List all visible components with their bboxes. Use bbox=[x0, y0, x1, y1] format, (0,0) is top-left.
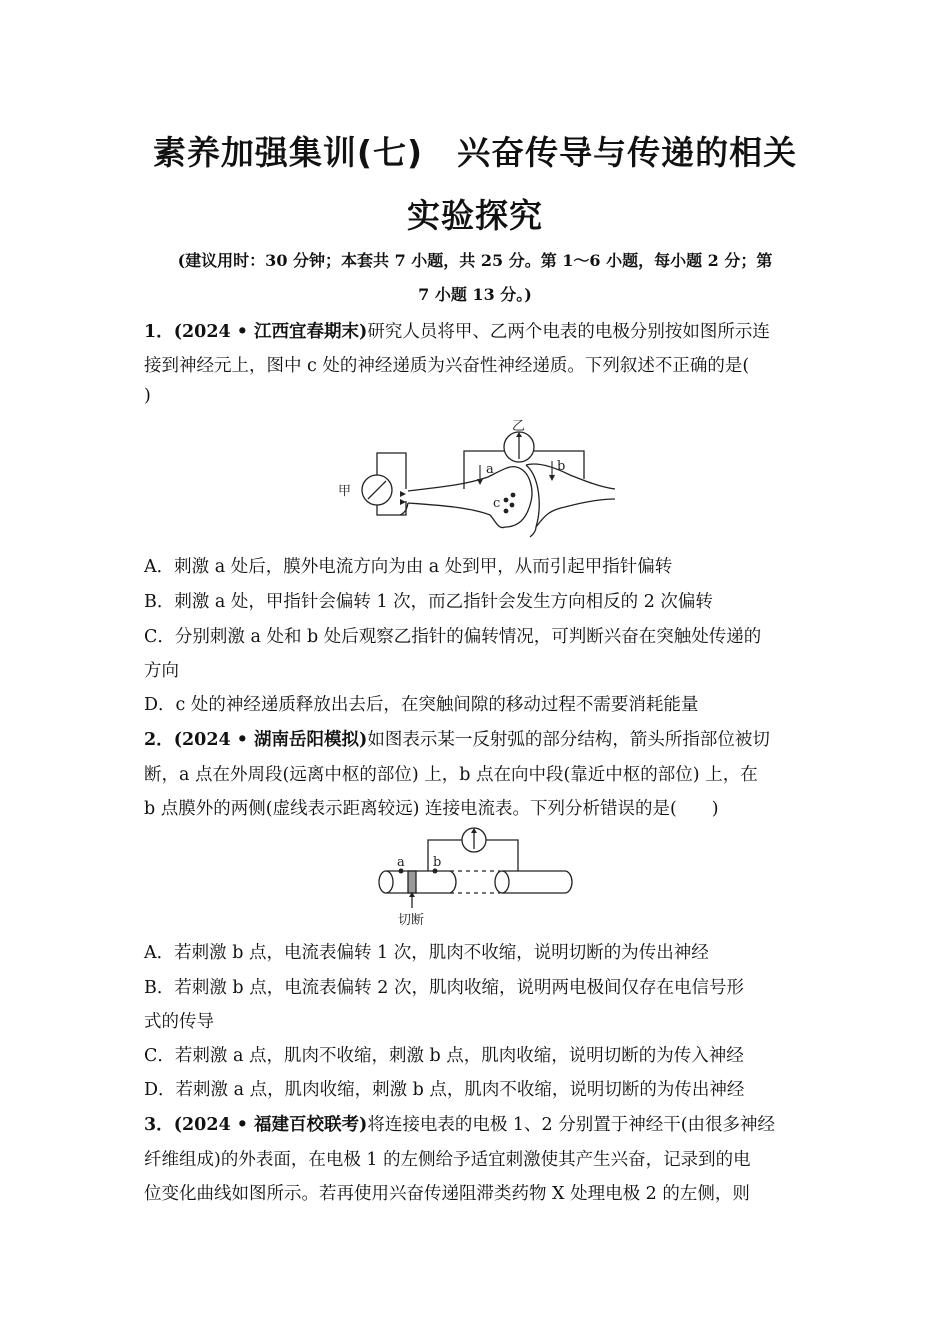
q3-stem-line2: 纤维组成)的外表面，在电极 1 的左侧给予适宜刺激使其产生兴奋，记录到的电 bbox=[144, 1150, 751, 1170]
q1-stem-line1 bbox=[144, 318, 770, 343]
q1-stem-text: 研究人员将甲、乙两个电表的电极分别按如图所示连 bbox=[367, 322, 770, 342]
page-title-line1: 素养加强集训(七) 兴奋传导与传递的相关 bbox=[152, 133, 798, 172]
q2-number: 2． bbox=[144, 730, 174, 750]
page-title-line2: 实验探究 bbox=[407, 196, 543, 235]
q1-option-a: A．刺激 a 处后，膜外电流方向为由 a 处到甲，从而引起甲指针偏转 bbox=[144, 557, 673, 577]
q1-option-c: C．分别刺激 a 处和 b 处后观察乙指针的偏转情况，可判断兴奋在突触处传递的 bbox=[144, 627, 762, 647]
q2-stem-line2: 断，a 点在外周段(远离中枢的部位) 上，b 点在向中段(靠近中枢的部位) 上，在 bbox=[144, 765, 758, 785]
q2-option-b: B．若刺激 b 点，电流表偏转 2 次，肌肉收缩，说明两电极间仅存在电信号形 bbox=[144, 978, 744, 998]
q2-label-a: a bbox=[397, 855, 405, 870]
q1-source: (2024 • 江西宜春期末) bbox=[173, 322, 368, 342]
q1-number: 1． bbox=[144, 322, 174, 342]
q3-stem-line1 bbox=[144, 1111, 775, 1136]
instructions-line1: (建议用时：30 分钟；本套共 7 小题，共 25 分。第 1～6 小题，每小题 2 分；第 bbox=[177, 251, 773, 270]
q2-label-cut: 切断 bbox=[398, 913, 425, 928]
q1-label-b: b bbox=[557, 459, 566, 474]
q2-stem-text: 如图表示某一反射弧的部分结构，箭头所指部位被切 bbox=[367, 730, 770, 750]
q2-option-c: C．若刺激 a 点，肌肉不收缩，刺激 b 点，肌肉收缩，说明切断的为传入神经 bbox=[144, 1046, 744, 1066]
q1-stem-line3: ) bbox=[144, 386, 151, 406]
q1-label-yi: 乙 bbox=[512, 419, 526, 434]
q2-nerve-diagram bbox=[370, 824, 580, 930]
q1-wire-jia bbox=[377, 453, 406, 489]
q3-number: 3． bbox=[144, 1115, 174, 1135]
q3-stem-text: 将连接电表的电极 1、2 分别置于神经干(由很多神经 bbox=[367, 1115, 776, 1135]
q2-option-b-cont: 式的传导 bbox=[144, 1012, 214, 1032]
instructions bbox=[140, 244, 810, 312]
q2-stem-line3: b 点膜外的两侧(虚线表示距离较远) 连接电流表。下列分析错误的是( ) bbox=[144, 799, 719, 819]
q2-option-d: D．若刺激 a 点，肌肉收缩，刺激 b 点，肌肉不收缩，说明切断的为传出神经 bbox=[144, 1080, 745, 1100]
q1-option-b: B．刺激 a 处，甲指针会偏转 1 次，而乙指针会发生方向相反的 2 次偏转 bbox=[144, 592, 713, 612]
q1-label-c: c bbox=[493, 496, 501, 511]
q1-label-jia: 甲 bbox=[338, 484, 352, 499]
q1-stem-line2: 接到神经元上，图中 c 处的神经递质为兴奋性神经递质。下列叙述不正确的是( bbox=[144, 356, 750, 376]
q2-stem-line1 bbox=[144, 726, 770, 751]
q1-option-d: D．c 处的神经递质释放出去后，在突触间隙的移动过程不需要消耗能量 bbox=[144, 695, 699, 715]
instructions-line2: 7 小题 13 分。) bbox=[418, 285, 532, 304]
q2-label-b: b bbox=[433, 855, 442, 870]
q1-label-a: a bbox=[486, 462, 494, 477]
q1-neuron-diagram bbox=[330, 415, 620, 540]
q3-stem-line3: 位变化曲线如图所示。若再使用兴奋传递阻滞类药物 X 处理电极 2 的左侧，则 bbox=[144, 1184, 750, 1204]
q2-option-a: A．若刺激 b 点，电流表偏转 1 次，肌肉不收缩，说明切断的为传出神经 bbox=[144, 943, 709, 963]
q1-option-c-cont: 方向 bbox=[144, 661, 179, 681]
q3-source: (2024 • 福建百校联考) bbox=[173, 1115, 368, 1135]
q2-source: (2024 • 湖南岳阳模拟) bbox=[173, 730, 368, 750]
